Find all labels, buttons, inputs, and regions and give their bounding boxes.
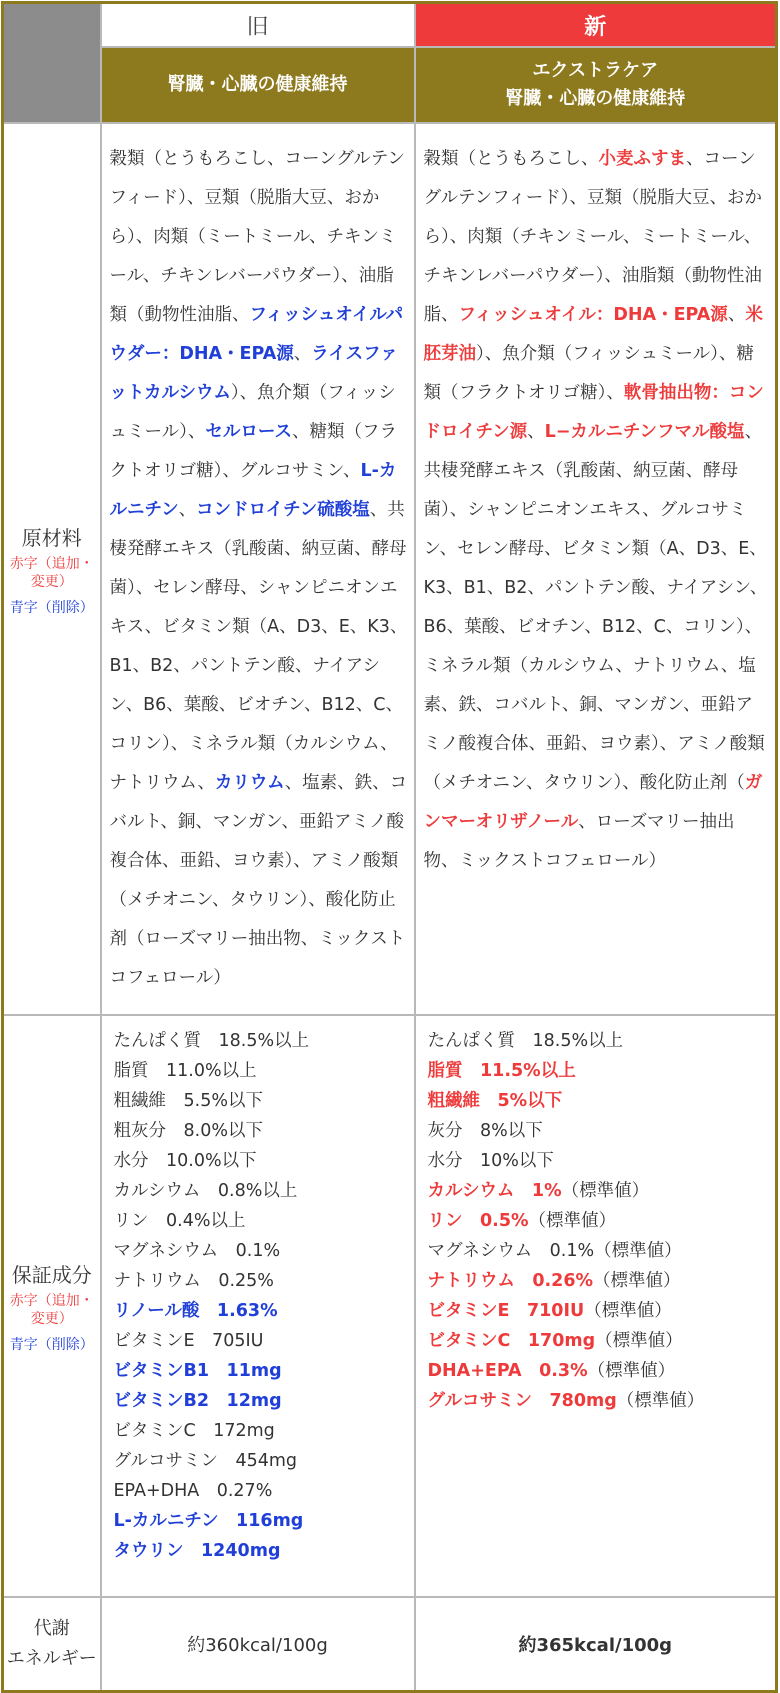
new-nutrients-list bbox=[415, 1015, 777, 1597]
nutrient-item bbox=[114, 1326, 408, 1356]
nutrient-value: グルコサミン 780mg bbox=[427, 1391, 617, 1411]
corner-cell bbox=[3, 3, 101, 124]
nutrient-note: （標準値） bbox=[594, 1241, 682, 1261]
old-ingredients-text bbox=[101, 123, 415, 1015]
energy-row bbox=[3, 1597, 777, 1692]
nutrient-item bbox=[114, 1086, 408, 1116]
ingredients-note-red: 赤字（追加・変更） bbox=[9, 555, 94, 590]
deleted-text: カリウム bbox=[214, 773, 285, 793]
nutrient-value: ビタミンE 705IU bbox=[113, 1331, 264, 1351]
nutrient-item bbox=[114, 1386, 408, 1416]
ingredient-text: 、糖類（フラクトオリゴ糖）、グルコサミン、 bbox=[109, 422, 398, 481]
nutrient-item bbox=[114, 1176, 408, 1206]
nutrient-item bbox=[428, 1116, 770, 1146]
added-text: ガンマーオリザノール bbox=[423, 773, 763, 832]
added-text: 小麦ふすま bbox=[598, 149, 686, 169]
nutrient-note: （標準値） bbox=[616, 1391, 705, 1411]
ingredients-note-blue: 青字（削除） bbox=[9, 599, 94, 616]
ingredient-text: ）、魚介類（フィッシュミール）、 bbox=[109, 383, 396, 442]
nutrient-value: 粗灰分 8.0%以下 bbox=[113, 1121, 263, 1141]
nutrient-note: （標準値） bbox=[595, 1331, 683, 1351]
energy-label-line2: エネルギー bbox=[6, 1648, 97, 1669]
nutrient-value: L-カルニチン 116mg bbox=[113, 1511, 304, 1531]
nutrient-item bbox=[114, 1026, 408, 1056]
old-product-label: 腎臓・心臓の健康維持 bbox=[167, 74, 348, 95]
nutrient-item bbox=[428, 1386, 770, 1416]
nutrient-item bbox=[428, 1326, 770, 1356]
new-product-line1: エクストラケア bbox=[532, 60, 659, 81]
nutrient-item bbox=[428, 1356, 770, 1386]
ingredient-text: 、ローズマリー抽出物、ミックストコフェロール） bbox=[423, 812, 735, 871]
ingredient-text: 、 bbox=[293, 344, 312, 364]
nutrient-item bbox=[114, 1476, 408, 1506]
nutrient-item bbox=[428, 1026, 770, 1056]
nutrients-label-cell bbox=[3, 1015, 101, 1597]
energy-label-cell bbox=[3, 1597, 101, 1692]
nutrient-item bbox=[428, 1086, 770, 1116]
nutrient-value: カルシウム 1% bbox=[427, 1181, 562, 1201]
nutrient-item bbox=[114, 1146, 408, 1176]
nutrient-value: ナトリウム 0.25% bbox=[113, 1271, 274, 1291]
nutrient-item bbox=[428, 1056, 770, 1086]
nutrient-value: マグネシウム 0.1% bbox=[427, 1241, 595, 1261]
nutrient-value: リノール酸 1.63% bbox=[113, 1301, 278, 1321]
nutrient-value: たんぱく質 18.5%以上 bbox=[113, 1031, 310, 1051]
ingredient-text: 穀類（とうもろこし、 bbox=[423, 149, 599, 169]
nutrient-note: （標準値） bbox=[584, 1301, 672, 1321]
ingredient-text: ）、魚介類（フィッシュミール）、糖類（フラクトオリゴ糖）、 bbox=[423, 344, 754, 403]
nutrient-note: （標準値） bbox=[587, 1361, 676, 1381]
nutrient-item bbox=[114, 1056, 408, 1086]
nutrient-note: （標準値） bbox=[561, 1181, 650, 1201]
comparison-table-wrapper bbox=[1, 1, 775, 1693]
nutrient-item bbox=[114, 1296, 408, 1326]
ingredient-text: 穀類（とうもろこし、コーングルテンフィード）、豆類（脱脂大豆、おから）、肉類（ミートミール、チキンミール、チキンレバーパウダー）、油脂類（動物性油脂、 bbox=[109, 149, 405, 325]
nutrient-value: たんぱく質 18.5%以上 bbox=[427, 1031, 624, 1051]
comparison-table bbox=[1, 1, 778, 1693]
energy-label-line1: 代謝 bbox=[33, 1618, 70, 1639]
old-column-header: 旧 bbox=[101, 3, 415, 48]
nutrient-item bbox=[428, 1176, 770, 1206]
ingredients-row bbox=[3, 123, 777, 1015]
nutrient-value: 灰分 8%以下 bbox=[427, 1121, 543, 1141]
nutrient-value: リン 0.5% bbox=[427, 1211, 529, 1231]
old-energy-value: 約360kcal/100g bbox=[101, 1597, 415, 1692]
nutrient-value: ビタミンC 170mg bbox=[427, 1331, 596, 1351]
nutrient-value: マグネシウム 0.1% bbox=[113, 1241, 281, 1261]
ingredient-text: 、コーングルテンフィード）、豆類（脱脂大豆、おから）、肉類（チキンミール、ミートミール、チキンレバーパウダー）、油脂類（動物性油脂、 bbox=[423, 149, 762, 325]
nutrient-item bbox=[428, 1296, 770, 1326]
deleted-text: ライスファットカルシウム bbox=[109, 344, 398, 403]
deleted-text: L-カルニチン bbox=[109, 461, 397, 520]
nutrient-value: 水分 10%以下 bbox=[427, 1151, 554, 1171]
new-column-header: 新 bbox=[415, 3, 777, 48]
nutrients-label: 保証成分 bbox=[11, 1262, 92, 1287]
nutrient-value: カルシウム 0.8%以上 bbox=[113, 1181, 298, 1201]
ingredient-text: 、塩素、鉄、コバルト、銅、マンガン、亜鉛アミノ酸複合体、亜鉛、ヨウ素）、アミノ酸類（メチオニン、タウリン）、酸化防止剤（ローズマリー抽出物、ミックストコフェロール） bbox=[109, 773, 408, 988]
nutrient-value: ナトリウム 0.26% bbox=[427, 1271, 594, 1291]
nutrient-value: ビタミンB2 12mg bbox=[113, 1391, 282, 1411]
nutrient-item bbox=[428, 1146, 770, 1176]
ingredients-label-cell bbox=[3, 123, 101, 1015]
nutrient-item bbox=[114, 1356, 408, 1386]
ingredient-text: 、共棲発酵エキス（乳酸菌、納豆菌、酵母菌）、セレン酵母、シャンピニオンエキス、ビタミン類（A、D3、E、K3、B1、B2、パントテン酸、ナイアシン、B6、葉酸、ビオチン、B12、C、コリン）、ミネラル類（カルシウム、ナトリウム、 bbox=[109, 500, 408, 793]
nutrient-item bbox=[114, 1116, 408, 1146]
nutrient-value: ビタミンE 710IU bbox=[427, 1301, 585, 1321]
nutrient-item bbox=[428, 1236, 770, 1266]
nutrient-item bbox=[114, 1416, 408, 1446]
nutrient-item bbox=[114, 1536, 408, 1566]
nutrient-item bbox=[428, 1206, 770, 1236]
nutrient-item bbox=[114, 1266, 408, 1296]
deleted-text: フィッシュオイルパウダー：DHA・EPA源 bbox=[109, 305, 404, 364]
nutrients-note-blue: 青字（削除） bbox=[9, 1336, 94, 1353]
nutrient-note: （標準値） bbox=[593, 1271, 681, 1291]
nutrients-note-red: 赤字（追加・変更） bbox=[9, 1292, 94, 1327]
nutrient-value: タウリン 1240mg bbox=[113, 1541, 281, 1561]
old-product-name bbox=[101, 47, 415, 123]
old-nutrients-list bbox=[101, 1015, 415, 1597]
new-product-name bbox=[415, 47, 777, 123]
deleted-text: セルロース bbox=[205, 422, 293, 442]
added-text: 米胚芽油 bbox=[423, 305, 763, 364]
added-text: L−カルニチンフマル酸塩 bbox=[544, 422, 745, 442]
nutrient-note: （標準値） bbox=[528, 1211, 617, 1231]
new-product-line2: 腎臓・心臓の健康維持 bbox=[505, 88, 686, 109]
ingredient-text: 、共棲発酵エキス（乳酸菌、納豆菌、酵母菌）、シャンピニオンエキス、グルコサミン、セレン酵母、ビタミン類（A、D3、E、K3、B1、B2、パントテン酸、ナイアシン、B6、葉酸、ビオチン、B12、C、コリン）、ミネラル類（カルシウム、ナトリウム、塩素、鉄、コバルト、銅、マンガン、亜鉛アミノ酸複合体、亜鉛、ヨウ素）、アミノ酸類（メチオニン、タウリン）、酸化防止剤（ bbox=[423, 422, 768, 793]
nutrient-value: EPA+DHA 0.27% bbox=[113, 1481, 273, 1501]
ingredient-text: 、 bbox=[527, 422, 545, 442]
nutrient-value: 粗繊維 5%以下 bbox=[427, 1091, 563, 1111]
header-row bbox=[3, 3, 777, 48]
nutrient-value: 水分 10.0%以下 bbox=[113, 1151, 257, 1171]
nutrient-item bbox=[428, 1266, 770, 1296]
ingredient-text: 、 bbox=[727, 305, 746, 325]
nutrient-item bbox=[114, 1206, 408, 1236]
new-energy-value: 約365kcal/100g bbox=[415, 1597, 777, 1692]
nutrient-value: リン 0.4%以上 bbox=[113, 1211, 246, 1231]
nutrient-value: 粗繊維 5.5%以下 bbox=[113, 1091, 263, 1111]
ingredients-label: 原材料 bbox=[21, 525, 82, 550]
ingredient-text: 、 bbox=[178, 500, 197, 520]
product-row bbox=[3, 47, 777, 123]
nutrient-value: グルコサミン 454mg bbox=[113, 1451, 298, 1471]
new-ingredients-text bbox=[415, 123, 777, 1015]
nutrient-item bbox=[114, 1446, 408, 1476]
nutrient-item bbox=[114, 1236, 408, 1266]
nutrients-row bbox=[3, 1015, 777, 1597]
nutrient-value: ビタミンC 172mg bbox=[113, 1421, 275, 1441]
added-text: フィッシュオイル：DHA・EPA源 bbox=[458, 305, 728, 325]
nutrient-value: DHA+EPA 0.3% bbox=[427, 1361, 588, 1381]
added-text: 軟骨抽出物：コンドロイチン源 bbox=[423, 383, 764, 442]
nutrient-item bbox=[114, 1506, 408, 1536]
nutrient-value: 脂質 11.5%以上 bbox=[427, 1061, 576, 1081]
deleted-text: コンドロイチン硫酸塩 bbox=[196, 500, 370, 520]
nutrient-value: ビタミンB1 11mg bbox=[113, 1361, 282, 1381]
nutrient-value: 脂質 11.0%以上 bbox=[113, 1061, 257, 1081]
